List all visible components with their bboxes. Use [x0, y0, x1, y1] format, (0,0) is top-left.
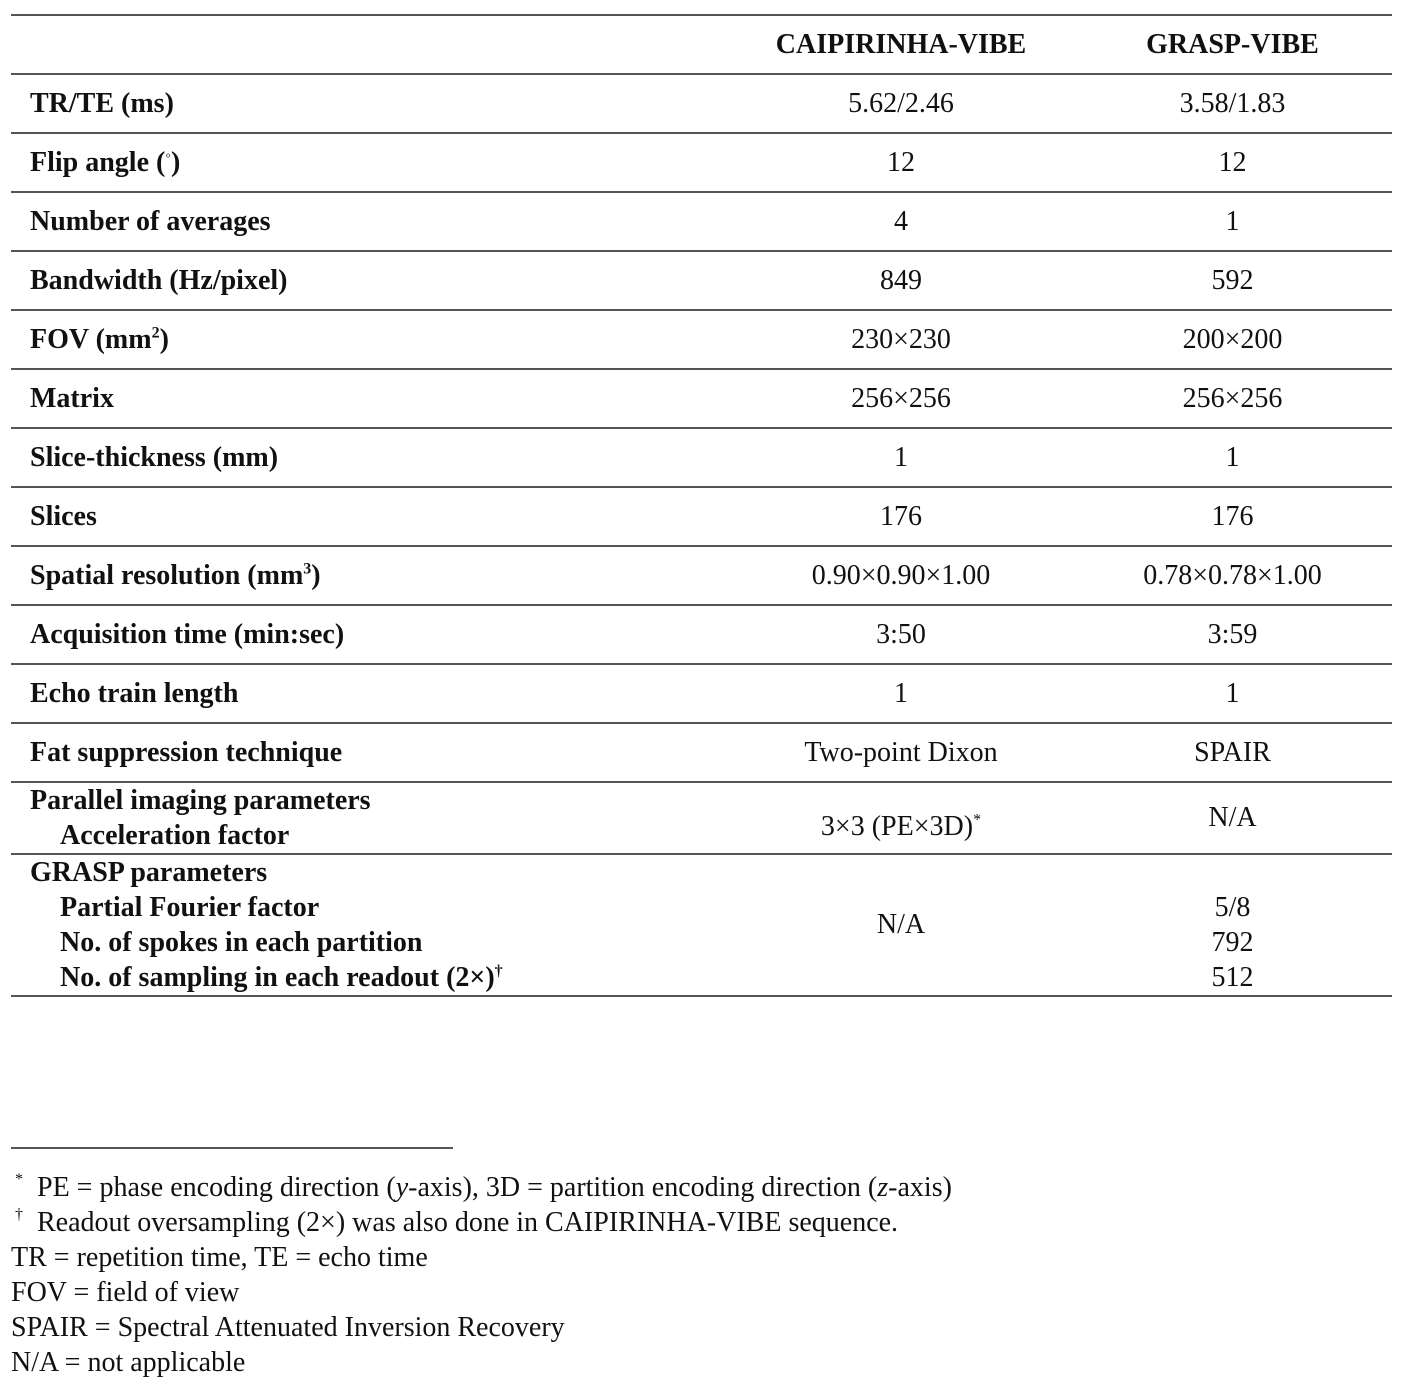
- grasp-value: 12: [1218, 146, 1247, 178]
- abbreviation-tr-te: TR = repetition time, TE = echo time: [11, 1242, 428, 1273]
- header-label-cell: [11, 15, 729, 74]
- sequence-parameters-table: [11, 14, 1392, 997]
- caipirinha-value: 12: [887, 146, 915, 178]
- caipirinha-value: 849: [880, 264, 922, 296]
- cubed-superscript: 3: [303, 560, 312, 578]
- row-label: Spatial resolution $(mm^3)$: [30, 559, 321, 591]
- row-label: TR/TE (ms): [30, 87, 174, 119]
- grasp-value: 592: [1211, 264, 1254, 296]
- grasp-value: 0.78×0.78×1.00: [1143, 559, 1322, 591]
- table-row: [11, 605, 1392, 664]
- sampling-label: No. of sampling in each readout (2×)†: [60, 962, 503, 993]
- row-label: Fat suppression technique: [30, 736, 343, 768]
- caipirinha-value: 1: [894, 677, 908, 709]
- footnote-divider: [11, 1147, 453, 1149]
- table-row: [11, 133, 1392, 192]
- table-row: [11, 74, 1392, 133]
- sampling-value: 512: [1211, 962, 1254, 993]
- row-label: Acquisition time (min:sec): [30, 618, 345, 650]
- spokes-label: No. of spokes in each partition: [60, 927, 423, 958]
- grasp-parameters-label: [11, 854, 729, 996]
- caipirinha-value: 176: [880, 500, 922, 532]
- table-row: [11, 192, 1392, 251]
- table-row: [11, 369, 1392, 428]
- table-row: [11, 664, 1392, 723]
- footnote-readout: † Readout oversampling (2×) was also done in CAIPIRINHA-VIBE sequence.: [11, 1205, 1381, 1240]
- header-grasp-vibe: GRASP-VIBE: [1146, 28, 1319, 60]
- caipirinha-value: 256×256: [851, 382, 951, 414]
- asterisk-mark: *: [15, 1171, 23, 1188]
- squared-superscript: 2: [151, 324, 160, 342]
- row-label: Echo train length: [30, 677, 239, 709]
- parallel-group-label: Parallel imaging parameters: [30, 785, 371, 816]
- grasp-value: 256×256: [1182, 382, 1283, 414]
- grasp-parameters-row: [11, 854, 1392, 996]
- grasp-value: SPAIR: [1194, 736, 1271, 768]
- acceleration-factor-label: Acceleration factor: [60, 820, 290, 851]
- footnotes: [11, 1170, 1381, 1380]
- grasp-parameter-values: [1073, 854, 1392, 996]
- table-row: [11, 251, 1392, 310]
- partial-fourier-value: 5/8: [1214, 892, 1251, 923]
- table-row: [11, 487, 1392, 546]
- degree-superscript: ◦: [165, 147, 172, 165]
- abbreviation-spair: SPAIR = Spectral Attenuated Inversion Recovery: [11, 1312, 565, 1343]
- grasp-value: 1: [1225, 441, 1240, 473]
- grasp-value: 3:59: [1207, 618, 1258, 650]
- table-row: [11, 723, 1392, 782]
- grasp-group-label: GRASP parameters: [30, 857, 268, 888]
- caipirinha-value: 3:50: [876, 618, 926, 650]
- caipirinha-grasp-value: N/A: [876, 909, 926, 940]
- grasp-value: 200×200: [1182, 323, 1283, 355]
- asterisk-superscript: *: [973, 811, 982, 829]
- row-label: Flip angle (◦): [30, 146, 181, 178]
- abbreviation-fov: FOV = field of view: [11, 1277, 240, 1308]
- row-label: Slices: [30, 500, 97, 532]
- grasp-value: 1: [1225, 205, 1240, 237]
- caipirinha-value: Two-point Dixon: [804, 736, 998, 768]
- header-caipirinha-vibe: CAIPIRINHA-VIBE: [775, 28, 1027, 60]
- table-row: [11, 310, 1392, 369]
- dagger-mark: †: [15, 1206, 23, 1223]
- row-label: Number of averages: [30, 205, 271, 237]
- parallel-imaging-label: [11, 782, 729, 854]
- table-header-row: [11, 15, 1392, 74]
- row-label: Bandwidth (Hz/pixel): [30, 264, 288, 296]
- row-label: FOV $(mm^2)$: [30, 323, 169, 355]
- footnote-pe: * PE = phase encoding direction (y-axis), 3D = partition encoding direction (z-axis): [11, 1170, 1381, 1205]
- grasp-value: 3.58/1.83: [1179, 87, 1286, 119]
- row-label: Slice-thickness (mm): [30, 441, 279, 473]
- spokes-value: 792: [1211, 927, 1254, 958]
- table-row: [11, 428, 1392, 487]
- parameters-table-container: [11, 14, 1392, 997]
- grasp-value: 1: [1225, 677, 1240, 709]
- grasp-acceleration-value: N/A: [1208, 802, 1257, 833]
- table-row: [11, 546, 1392, 605]
- partial-fourier-label: Partial Fourier factor: [60, 892, 320, 923]
- dagger-superscript: †: [494, 962, 503, 980]
- row-label: Matrix: [30, 382, 114, 414]
- caipirinha-value: 0.90×0.90×1.00: [811, 559, 991, 591]
- grasp-value: 176: [1211, 500, 1254, 532]
- caipirinha-acceleration-value: 3×3 (PE×3D)*: [820, 811, 982, 842]
- caipirinha-value: 1: [894, 441, 908, 473]
- caipirinha-value: 230×230: [851, 323, 951, 355]
- caipirinha-value: 5.62/2.46: [848, 87, 954, 119]
- caipirinha-value: 4: [894, 205, 908, 237]
- parallel-imaging-row: [11, 782, 1392, 854]
- abbreviation-na: N/A = not applicable: [11, 1347, 246, 1378]
